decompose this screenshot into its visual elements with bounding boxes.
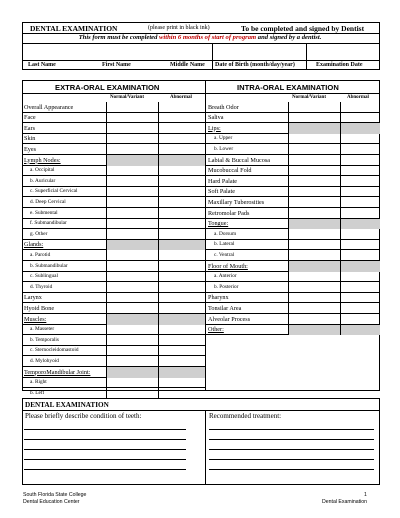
normal-checkbox-cell[interactable] [106,346,158,357]
normal-checkbox-cell[interactable] [106,250,158,261]
validity-pre: This form must be completed [78,34,160,41]
validity-note [0,34,400,41]
writing-line[interactable] [24,439,186,440]
normal-checkbox-cell [106,367,158,378]
exam-row-label: Soft Palate [208,188,235,196]
exam-row-label: d. Deep Cervical [30,198,66,205]
abnormal-checkbox-cell[interactable] [340,240,380,251]
exam-row-label: b. Submandibular [30,262,68,269]
extra-col-abnormal: Abnormal [170,95,192,100]
abnormal-checkbox-cell[interactable] [158,176,205,187]
intra-col-abnormal: Abnormal [347,95,369,100]
exam-row-label: Mucobuccal Fold [208,167,252,175]
abnormal-checkbox-cell[interactable] [158,346,205,357]
exam-row-label: Skin [24,135,36,143]
exam-row-label: a. Occipital [30,167,55,174]
exam-row-label: Other: [208,326,224,334]
exam-row-label: Larynx [24,294,42,302]
writing-line[interactable] [24,449,186,450]
abnormal-checkbox-cell [340,261,380,272]
exam-row-label: b. Left [30,389,45,396]
abnormal-checkbox-cell[interactable] [158,250,205,261]
normal-checkbox-cell[interactable] [106,176,158,187]
dental-title-line [22,410,380,411]
abnormal-checkbox-cell[interactable] [158,261,205,272]
normal-checkbox-cell[interactable] [106,325,158,336]
abnormal-checkbox-cell[interactable] [158,282,205,293]
abnormal-checkbox-cell[interactable] [158,123,205,134]
normal-checkbox-cell[interactable] [106,166,158,177]
normal-checkbox-cell[interactable] [106,134,158,145]
normal-checkbox-cell[interactable] [106,187,158,198]
exam-row-label: Overall Appearance [24,103,74,111]
normal-checkbox-cell[interactable] [106,229,158,240]
writing-line[interactable] [209,429,374,430]
abnormal-checkbox-cell[interactable] [158,378,205,389]
normal-checkbox-cell[interactable] [288,102,340,113]
exam-row-label: TemporoMandibular Joint: [24,368,91,376]
normal-checkbox-cell[interactable] [106,335,158,346]
exam-row-label: Hard Palate [208,177,238,185]
normal-checkbox-cell[interactable] [106,123,158,134]
intra-oral-title: INTRA-ORAL EXAMINATION [237,83,339,92]
abnormal-checkbox-cell[interactable] [340,134,380,145]
exam-row-label: Face [24,114,36,122]
exam-row-label: Lymph Nodes: [24,156,61,164]
exam-row-label: a. Masseter [30,326,55,333]
normal-checkbox-cell[interactable] [288,197,340,208]
exam-row-label: Pharynx [208,294,229,302]
id-sep-2 [306,60,307,70]
normal-checkbox-cell[interactable] [288,208,340,219]
last-name-label: Last Name [28,62,56,68]
exam-row-label: Tonsilar Area [208,304,242,312]
abnormal-checkbox-cell[interactable] [158,356,205,367]
dental-divider [205,410,206,485]
footer-college: South Florida State College [23,492,87,498]
validity-post: and signed by a dentist. [256,34,322,41]
normal-checkbox-cell [288,261,340,272]
footer-form-name: Dental Examination [322,499,367,505]
abnormal-checkbox-cell [340,219,380,230]
exam-row-label: g. Other [30,230,48,237]
dental-title: DENTAL EXAMINATION [25,401,109,409]
dob-label: Date of Birth (month/day/year) [215,62,295,68]
exam-row-label: a. Dorsum [214,230,237,237]
exam-row-label: c. Superficial Cervical [30,188,78,195]
exam-row-label: c. Sublingual [30,273,58,280]
normal-checkbox-cell [106,314,158,325]
exam-row-label: Retromolar Pads [208,209,250,217]
middle-name-label: Middle Name [170,62,205,68]
abnormal-checkbox-cell[interactable] [340,166,380,177]
first-name-label: First Name [102,62,131,68]
footer-center: Dental Education Center [23,499,80,505]
extra-col-normal: Normal/Variant [110,95,144,100]
abnormal-checkbox-cell [340,325,380,336]
normal-checkbox-cell[interactable] [106,356,158,367]
abnormal-checkbox-cell[interactable] [340,303,380,314]
exam-row-label: d. Mylohyoid [30,357,59,364]
exam-row-label: b. Posterior [214,283,239,290]
exam-row-label: Muscles: [24,315,47,323]
exam-row-label: b. Lateral [214,241,235,248]
abnormal-checkbox-cell[interactable] [158,335,205,346]
abnormal-checkbox-cell [158,240,205,251]
abnormal-checkbox-cell[interactable] [158,293,205,304]
exam-row-label: Maxillary Tuberosities [208,198,265,206]
writing-line[interactable] [24,469,186,470]
normal-checkbox-cell[interactable] [288,187,340,198]
normal-checkbox-cell [288,123,340,134]
normal-checkbox-cell[interactable] [288,282,340,293]
id-label-line [22,60,380,61]
abnormal-checkbox-cell[interactable] [340,176,380,187]
abnormal-checkbox-cell[interactable] [340,250,380,261]
abnormal-checkbox-cell[interactable] [340,197,380,208]
describe-label: Please briefly describe condition of teeth: [25,412,142,420]
normal-checkbox-cell[interactable] [106,197,158,208]
abnormal-checkbox-cell[interactable] [158,197,205,208]
normal-checkbox-cell[interactable] [288,314,340,325]
writing-line[interactable] [24,429,186,430]
exam-row-label: a. Anterior [214,273,237,280]
exam-row-label: Tongue: [208,220,229,228]
abnormal-checkbox-cell[interactable] [340,155,380,166]
abnormal-checkbox-cell[interactable] [340,293,380,304]
exam-row-label: e. Submental [30,209,58,216]
abnormal-checkbox-cell[interactable] [158,134,205,145]
normal-checkbox-cell [106,155,158,166]
normal-checkbox-cell[interactable] [288,113,340,124]
footer-page: 1 [364,492,367,498]
normal-checkbox-cell[interactable] [288,144,340,155]
normal-checkbox-cell[interactable] [288,176,340,187]
exam-row-label: b. Auricular [30,177,56,184]
form-title: DENTAL EXAMINATION [30,24,118,33]
normal-checkbox-cell [106,240,158,251]
normal-checkbox-cell[interactable] [288,250,340,261]
normal-checkbox-cell[interactable] [106,208,158,219]
normal-checkbox-cell[interactable] [106,144,158,155]
normal-checkbox-cell[interactable] [106,293,158,304]
exam-row-label: Labial & Buccal Mucosa [208,156,271,164]
abnormal-checkbox-cell [340,123,380,134]
exam-row-label: c. Ventral [214,251,235,258]
exam-row-label: b. Temporalis [30,336,59,343]
exam-row-label: c. Sternocleidomastoid [30,347,79,354]
abnormal-checkbox-cell[interactable] [158,187,205,198]
exam-row-label: Floor of Mouth: [208,262,248,270]
exam-row-label: Saliva [208,114,224,122]
normal-checkbox-cell[interactable] [288,303,340,314]
abnormal-checkbox-cell[interactable] [340,314,380,325]
normal-checkbox-cell[interactable] [106,102,158,113]
abnormal-checkbox-cell[interactable] [158,325,205,336]
normal-checkbox-cell[interactable] [288,134,340,145]
writing-line[interactable] [209,469,374,470]
exam-row-label: Eyes [24,145,37,153]
writing-line[interactable] [209,449,374,450]
abnormal-checkbox-cell[interactable] [340,272,380,283]
abnormal-checkbox-cell[interactable] [158,113,205,124]
abnormal-checkbox-cell[interactable] [158,229,205,240]
abnormal-checkbox-cell[interactable] [340,144,380,155]
abnormal-checkbox-cell[interactable] [158,219,205,230]
abnormal-checkbox-cell [158,155,205,166]
abnormal-checkbox-cell[interactable] [158,272,205,283]
middle-name-field[interactable] [166,44,212,60]
first-name-field[interactable] [98,44,166,60]
normal-checkbox-cell[interactable] [288,166,340,177]
abnormal-checkbox-cell[interactable] [340,282,380,293]
validity-red: within 6 months of start of program [159,34,257,41]
exam-row-label: Alveolar Process [208,315,251,323]
normal-checkbox-cell[interactable] [106,113,158,124]
normal-checkbox-cell[interactable] [288,293,340,304]
abnormal-checkbox-cell[interactable] [340,113,380,124]
abnormal-checkbox-cell[interactable] [340,208,380,219]
id-sep-1 [212,60,213,70]
abnormal-checkbox-cell [158,367,205,378]
normal-checkbox-cell [288,325,340,336]
normal-checkbox-cell[interactable] [288,229,340,240]
normal-checkbox-cell[interactable] [288,155,340,166]
exam-row-label: Hyoid Bone [24,304,55,312]
writing-line[interactable] [209,439,374,440]
abnormal-checkbox-cell[interactable] [340,229,380,240]
last-name-field[interactable] [22,44,98,60]
exam-row-label: a. Right [30,379,47,386]
normal-checkbox-cell[interactable] [106,272,158,283]
exam-row-label: Breath Odor [208,103,239,111]
intra-col-normal: Normal/Variant [292,95,326,100]
extra-oral-title: EXTRA-ORAL EXAMINATION [55,83,160,92]
title-divider [22,93,380,94]
abnormal-checkbox-cell[interactable] [158,166,205,177]
abnormal-checkbox-cell[interactable] [158,144,205,155]
exam-row-label: Ears [24,124,35,132]
abnormal-checkbox-cell[interactable] [158,102,205,113]
abnormal-checkbox-cell[interactable] [158,208,205,219]
exam-row-label: a. Upper [214,135,233,142]
exam-row-label: Lips: [208,124,221,132]
exam-row-label: b. Lower [214,145,234,152]
normal-checkbox-cell[interactable] [106,219,158,230]
exam-date-field[interactable] [306,44,380,60]
normal-checkbox-cell[interactable] [106,303,158,314]
abnormal-checkbox-cell[interactable] [340,102,380,113]
abnormal-checkbox-cell[interactable] [340,187,380,198]
dob-field[interactable] [212,44,306,60]
abnormal-checkbox-cell[interactable] [158,303,205,314]
exam-row-label: f. Submandibular [30,220,67,227]
normal-checkbox-cell[interactable] [106,282,158,293]
normal-checkbox-cell[interactable] [288,240,340,251]
writing-line[interactable] [24,459,186,460]
exam-row-label: d. Thyroid [30,283,53,290]
writing-line[interactable] [209,459,374,460]
exam-date-label: Examination Date [316,62,363,68]
treatment-label: Recommended treatment: [209,412,282,420]
exam-row-label: a. Parotid [30,251,51,258]
normal-checkbox-cell[interactable] [106,378,158,389]
exam-row-label: Glands: [24,241,44,249]
signed-note: To be completed and signed by Dentist [241,24,365,33]
print-note: (please print in black ink) [148,25,210,31]
normal-checkbox-cell[interactable] [106,261,158,272]
abnormal-checkbox-cell [158,314,205,325]
normal-checkbox-cell[interactable] [288,272,340,283]
normal-checkbox-cell [288,219,340,230]
